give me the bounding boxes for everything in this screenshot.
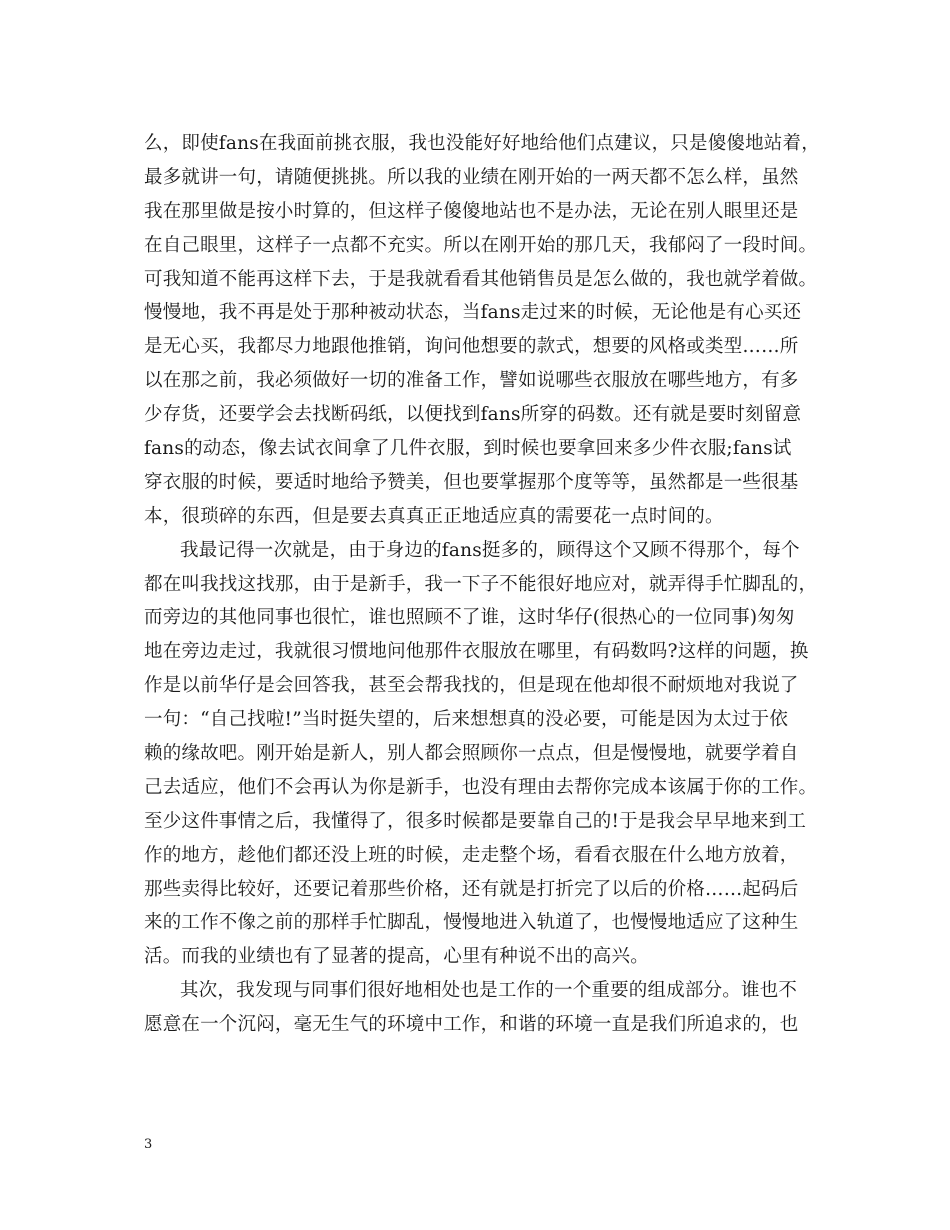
text-line: 少存货，还要学会去找断码纸，以便找到fans所穿的码数。还有就是要时刻留意 [144,404,802,426]
text-line: 本，很琐碎的东西，但是要去真真正正地适应真的需要花一点时间的。 [144,505,724,527]
text-line: 作的地方，趁他们都还没上班的时候，走走整个场，看看衣服在什么地方放着， [144,844,799,866]
text-line: 地在旁边走过，我就很习惯地问他那件衣服放在哪里，有码数吗?这样的问题，换 [144,641,809,663]
text-line: 其次，我发现与同事们很好地相处也是工作的一个重要的组成部分。谁也不 [180,980,798,1002]
text-line: 可我知道不能再这样下去，于是我就看看其他销售员是怎么做的，我也就学着做。 [144,268,818,290]
text-line: 都在叫我找这找那，由于是新手，我一下子不能很好地应对，就弄得手忙脚乱的， [144,573,818,595]
text-line: 我最记得一次就是，由于身边的fans挺多的，顾得这个又顾不得那个，每个 [180,539,800,561]
text-line: 来的工作不像之前的那样手忙脚乱，慢慢地进入轨道了，也慢慢地适应了这种生 [144,912,799,934]
text-line: 穿衣服的时候，要适时地给予赞美，但也要掌握那个度等等，虽然都是一些很基 [144,471,799,493]
text-line: 么，即使fans在我面前挑衣服，我也没能好好地给他们点建议，只是傻傻地站着， [144,133,820,154]
text-line: 而旁边的其他同事也很忙，谁也照顾不了谁，这时华仔(很热心的一位同事)匆匆 [144,607,795,629]
text-line: 我在那里做是按小时算的，但这样子傻傻地站也不是办法，无论在别人眼里还是 [144,200,799,222]
text-line: 作是以前华仔是会回答我，甚至会帮我找的，但是现在他却很不耐烦地对我说了 [144,675,799,697]
text-line: 愿意在一个沉闷，毫无生气的环境中工作，和谐的环境一直是我们所追求的，也 [144,1014,799,1036]
text-line: 那些卖得比较好，还要记着那些价格，还有就是打折完了以后的价格……起码后 [144,878,799,900]
text-line: 赖的缘故吧。刚开始是新人，别人都会照顾你一点点，但是慢慢地，就要学着自 [144,743,799,765]
text-line: 一句：“自己找啦!”当时挺失望的，后来想想真的没必要，可能是因为太过于依 [144,709,789,731]
text-line: 是无心买，我都尽力地跟他推销，询问他想要的款式，想要的风格或类型……所 [144,336,799,358]
document-body-text [144,127,820,1042]
text-line: 至少这件事情之后，我懂得了，很多时候都是要靠自己的!于是我会早早地来到工 [144,810,807,832]
text-line: fans的动态，像去试衣间拿了几件衣服，到时候也要拿回来多少件衣服;fans试 [144,438,792,460]
text-line: 己去适应，他们不会再认为你是新手，也没有理由去帮你完成本该属于你的工作。 [144,776,818,798]
page-number: 3 [144,1137,153,1152]
text-line: 最多就讲一句，请随便挑挑。所以我的业绩在刚开始的一两天都不怎么样，虽然 [144,166,799,188]
text-line: 以在那之前，我必须做好一切的准备工作，譬如说哪些衣服放在哪些地方，有多 [144,370,799,392]
text-line: 活。而我的业绩也有了显著的提高，心里有种说不出的高兴。 [144,946,649,968]
text-line: 在自己眼里，这样子一点都不充实。所以在刚开始的那几天，我郁闷了一段时间。 [144,234,818,256]
text-line: 慢慢地，我不再是处于那种被动状态，当fans走过来的时候，无论他是有心买还 [144,302,802,324]
